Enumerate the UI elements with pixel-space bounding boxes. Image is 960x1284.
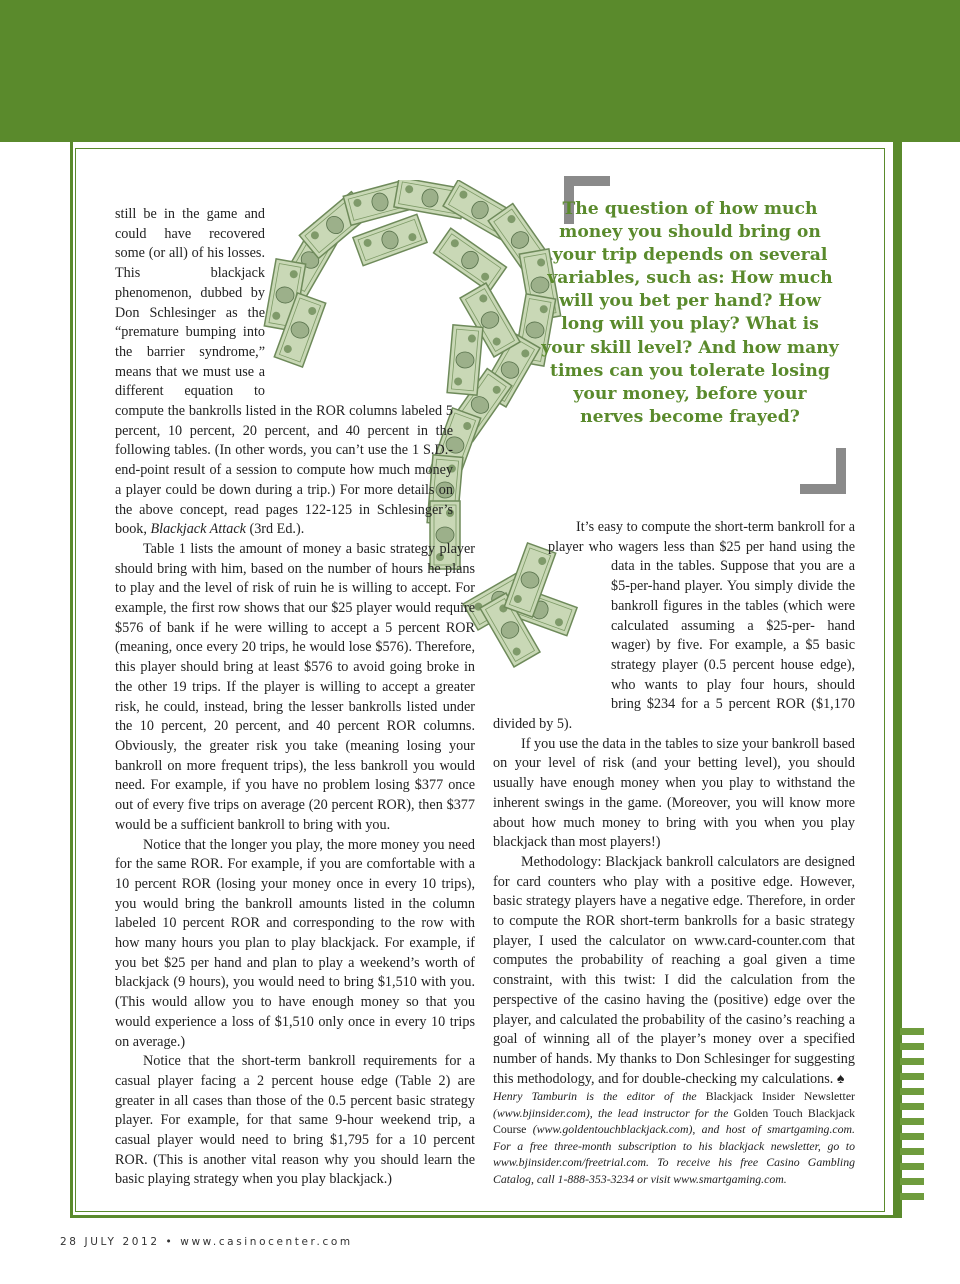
right-column	[493, 518, 855, 1089]
paragraph: still be in the game and could have recovered some (or all) of his losses. This blackjack phenomenon, dubbed by Don Schlesinger as the “premature bumping into the barrier syndrome,” means that we must use a different equation to compute the bankrolls listed in the ROR columns labeled 5 percent, 10 percent, 20 percent, and 40 percent in the following tables. (In other words, you can’t use the 1 S.D.-end-point result of a session to compute how much money a player could be down during a trip.) For more details on the above concept, read pages 122-125 in Schlesinger’s book, Blackjack Attack (3rd Ed.).	[115, 206, 453, 538]
paragraph: Methodology: Blackjack bankroll calculators are designed for card counters who play with a positive edge. However, basic strategy players have a negative edge. Therefore, in order to compute the ROR short-term bankrolls for a basic strategy player, I used the calculator on www.card-counter.com that computes the probability of reaching a goal given a time constraint, with this twist: I did the calculation from the perspective of the casino having the (positive) edge over the player, and calculated the probability of the casino’s reaching a goal of winning all of the player’s money over a specified number of hands. My thanks to Don Schlesinger for suggesting this methodology, and for double-checking my calculations. ♠	[493, 853, 855, 1087]
paragraph: It’s easy to compute the short-term bankroll for a player who wagers less than $25 per hand using the data in the tables. Suppose that you are a $5-per-hand player. You simply divide the bankroll figures in the tables (which were calculated assuming a $25-per- hand wager) by five. For example, a $5 basic strategy player (0.5 percent house edge), who wants to play four hours, should bring $234 for a 5 percent ROR ($1,170 divided by 5).	[493, 519, 855, 733]
left-column	[115, 205, 475, 1190]
quote-bracket-close-icon	[800, 448, 846, 494]
paragraph: Table 1 lists the amount of money a basic strategy player should bring with him, based on the number of hours he plans to play and the level of risk of ruin he is willing to accept. For example, the first row shows that our $25 player would require $576 of bank if he were willing to accept a 5 percent ROR (meaning, once every 20 trips, he would lose $576). Therefore, this player should bring at least $576 to avoid going broke in the other 19 trips. If the player is willing to accept a greater risk, he could, instead, bring the lesser bankrolls listed under the 10 percent, 20 percent, and 40 percent ROR columns. Obviously, the greater risk you take (meaning losing your bankroll on more frequent trips), the less bankroll you would need. For example, if you have no problem losing $377 once out of every five trips on average (20 percent ROR), then $377 would be a sufficient bankroll to bring with you.	[115, 540, 475, 833]
author-bio: Henry Tamburin is the editor of the Blackjack Insider Newsletter (www.bjinsider.com), the lead instructor for the Golden Touch Blackjack Course (www.goldentouchblackjack.com), and host of smartgaming.com. For a free three-month subscription to his blackjack newsletter, go to www.bjinsider.com/freetrial.com. To receive his free Casino Gambling Catalog, call 1-888-353-3234 or visit www.smartgaming.com.	[493, 1089, 855, 1186]
spade-icon: ♠	[836, 1070, 845, 1087]
side-tick-marks	[900, 1028, 924, 1208]
top-green-band	[0, 0, 960, 142]
paragraph: If you use the data in the tables to size your bankroll based on your level of risk (and your betting level), you should usually have enough money when you play to withstand the inherent swings in the game. (Moreover, you will know more about how much money to bring with you when you play blackjack than most players!)	[493, 735, 855, 851]
paragraph: Notice that the short-term bankroll requirements for a casual player facing a 2 percent house edge (Table 2) are greater in all cases than those of the 0.5 percent basic strategy player. For example, for that same 9-hour weekend trip, a casual player would need to bring $1,795 for a 10 percent ROR. (This is another vital reason why you should learn the basic playing strategy when you play blackjack.)	[115, 1053, 475, 1188]
paragraph: Notice that the longer you play, the more money you need for the same ROR. For example, if you are comfortable with a 10 percent ROR (losing your money once in every 10 trips), you would bring the bankroll amounts listed in the column labeled 10 percent ROR and corresponding to the row with how many hours you plan to play blackjack. For example, if you bet $25 per hand and plan to play a weekend’s worth of blackjack (9 hours), you would need to bring $1,510 with you. (This would allow you to have enough money so that you would experience a loss of $1,510 only once in every 10 trips on average.)	[115, 836, 475, 1050]
pull-quote: The question of how much money you should bring on your trip depends on several variables, such as: How much will you bet per hand? How long will you play? What is your skill level? And how many times can you tolerate losing your money, before your nerves become frayed?	[541, 199, 839, 427]
page-footer: 28 JULY 2012 • www.casinocenter.com	[60, 1236, 353, 1248]
